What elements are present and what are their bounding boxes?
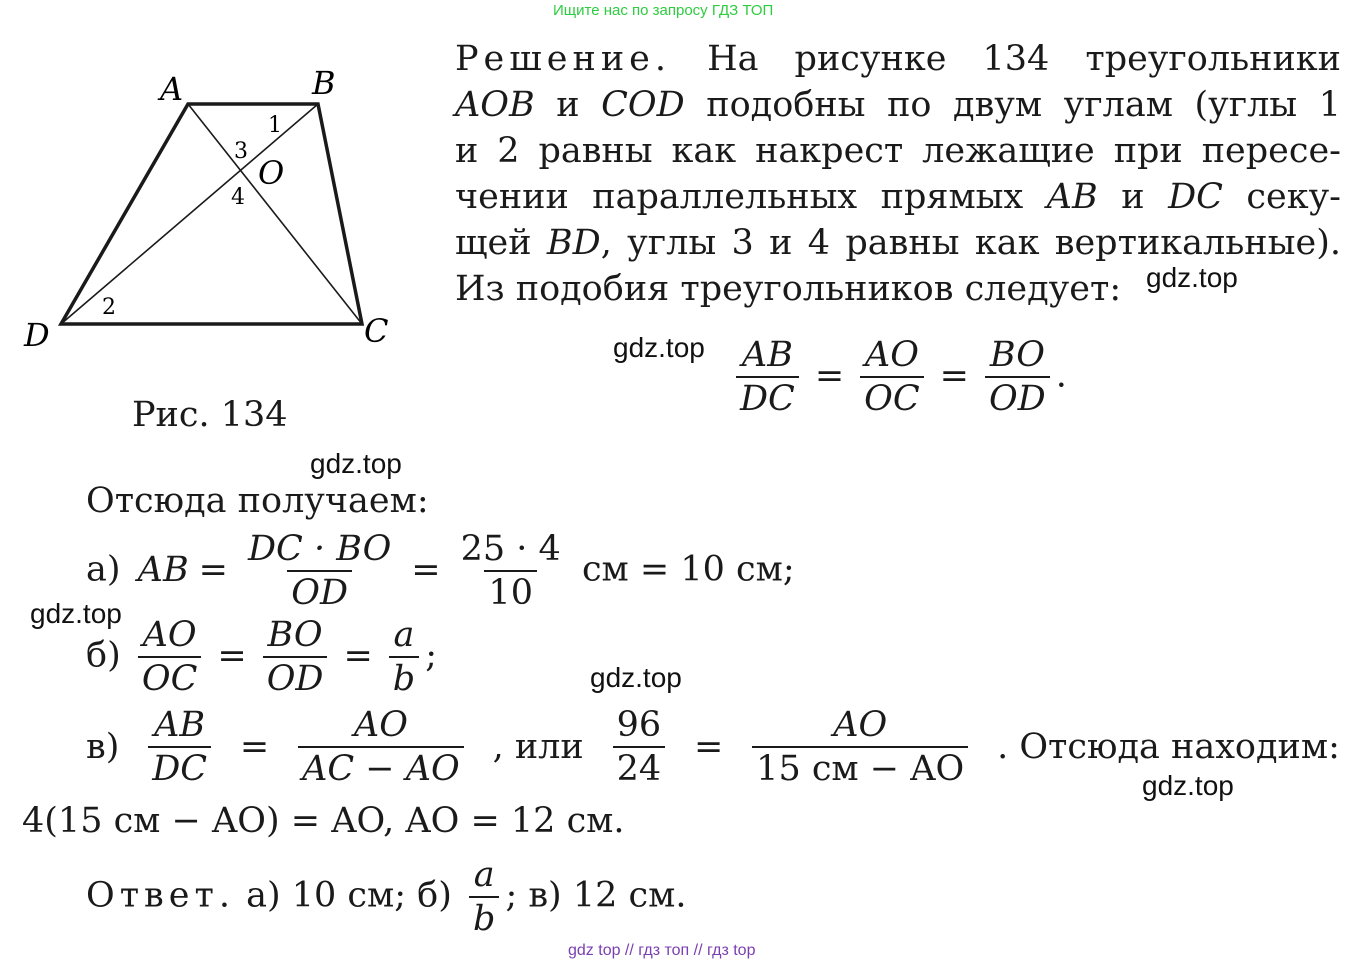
vertex-c: C <box>364 312 389 350</box>
angle-2-label: 2 <box>102 295 116 320</box>
trapezoid-figure <box>0 60 420 360</box>
top-banner: Ищите нас по запросу ГДЗ ТОП <box>553 2 774 19</box>
watermark-5: gdz.top <box>590 662 682 693</box>
trapezoid-shape <box>61 104 362 324</box>
answer-a: а) 10 см; б) <box>246 875 452 916</box>
triangle-cod: COD <box>601 85 685 125</box>
part-c-fraction-3: $\frac{96}{24}$ <box>613 704 666 790</box>
part-b-fraction-1: $\frac{AO}{OC}$ <box>138 614 201 700</box>
fraction-bo-od: $\frac{BO}{OD}$ <box>985 334 1050 420</box>
conj-and-2: и <box>1121 177 1145 217</box>
answer-lead: Ответ. <box>86 875 235 916</box>
watermark-1: gdz.top <box>1146 262 1238 293</box>
part-c-equation: 4(15 см − AO) = AO, AO = 12 см. <box>22 801 625 841</box>
solution-line-5-text: , углы 3 и 4 равны как вертикальные). <box>600 223 1341 263</box>
part-b-label: б) <box>86 635 121 676</box>
part-a-lhs: AB <box>137 549 189 590</box>
figure-caption: Рис. 134 <box>132 395 288 435</box>
solution-line-5-start: щей <box>455 223 532 263</box>
solution-line-2-text: подобны по двум углам (углы 1 <box>706 85 1341 125</box>
watermark-4: gdz.top <box>30 598 122 629</box>
answer <box>86 854 686 940</box>
solution-line-2 <box>455 82 1341 128</box>
solution-line-4 <box>455 174 1341 220</box>
part-b-fraction-2: $\frac{BO}{OD}$ <box>263 614 328 700</box>
solution-line-5 <box>455 220 1341 266</box>
solution-lead: Решение. <box>455 39 672 79</box>
part-b-fraction-3: $\frac{a}{b}$ <box>389 614 419 700</box>
solution-line-3: и 2 равны как накрест лежащие при пересе- <box>455 131 1341 171</box>
angle-1-label: 1 <box>268 113 282 138</box>
segment-dc: DC <box>1168 177 1223 217</box>
part-c-fraction-2: $\frac{AO}{AC - AO}$ <box>298 704 464 790</box>
angle-3-label: 3 <box>234 139 248 164</box>
solution-line-6: Из подобия треугольников следует: <box>455 269 1122 309</box>
part-c-or: , или <box>492 727 584 767</box>
vertex-b: B <box>312 64 336 102</box>
part-b: б) $\frac{AO}{OC}$ = $\frac{BO}{OD}$ = $\frac{a}{b}$ ; <box>86 615 437 699</box>
part-c-fraction-4: $\frac{AO}{15 см - AO}$ <box>752 704 968 790</box>
part-c: в) $\frac{AB}{DC}$ = $\frac{AO}{AC - AO}$ , или $\frac{96}{24}$ = $\frac{AO}{15 см - AO}$ . Отсюда находим: <box>86 705 1340 789</box>
hence-text: Отсюда получаем: <box>86 481 429 521</box>
part-a-fraction-1: $\frac{DC \cdot BO}{OD}$ <box>248 529 392 613</box>
solution-line-4-end: секу- <box>1246 177 1341 217</box>
fraction-ab-dc: $\frac{AB}{DC}$ <box>736 334 799 420</box>
part-a-label: а) <box>86 549 121 590</box>
part-a: а) AB = $\frac{DC \cdot BO}{OD}$ = $\frac{25 \cdot 4}{10}$ см = 10 см; <box>86 529 795 613</box>
angle-4-label: 4 <box>231 185 245 210</box>
part-c-label: в) <box>86 727 120 767</box>
fraction-ao-oc: $\frac{AO}{OC}$ <box>860 334 923 420</box>
trapezoid-outline <box>61 104 362 324</box>
conj-and: и <box>556 85 580 125</box>
solution-line-4-text: чении параллельных прямых <box>455 177 1024 217</box>
footer-links[interactable]: gdz top // гдз топ // гдз top <box>568 942 756 959</box>
solution-line-1 <box>455 36 1341 82</box>
vertex-a: A <box>160 70 184 108</box>
answer-fraction: $\frac{a}{b}$ <box>469 854 499 940</box>
watermark-2: gdz.top <box>613 332 705 363</box>
vertex-d: D <box>24 316 50 354</box>
part-a-fraction-2: $\frac{25 \cdot 4}{10}$ <box>460 529 561 613</box>
part-c-fraction-1: $\frac{AB}{DC}$ <box>148 704 211 790</box>
vertex-o: O <box>258 154 285 192</box>
watermark-3: gdz.top <box>310 448 402 479</box>
proportion-formula: $\frac{AB}{DC}$ = $\frac{AO}{OC}$ = $\frac{BO}{OD}$ . <box>730 334 1067 420</box>
part-c-tail: . Отсюда находим: <box>997 727 1340 767</box>
watermark-6: gdz.top <box>1142 770 1234 801</box>
segment-ab: AB <box>1046 177 1098 217</box>
triangle-aob: AOB <box>455 85 535 125</box>
part-a-result: см = 10 см; <box>581 549 795 590</box>
answer-b: ; в) 12 см. <box>505 875 687 916</box>
segment-bd: BD <box>546 223 601 263</box>
solution-line-1-text: На рисунке 134 треугольники <box>707 39 1341 79</box>
